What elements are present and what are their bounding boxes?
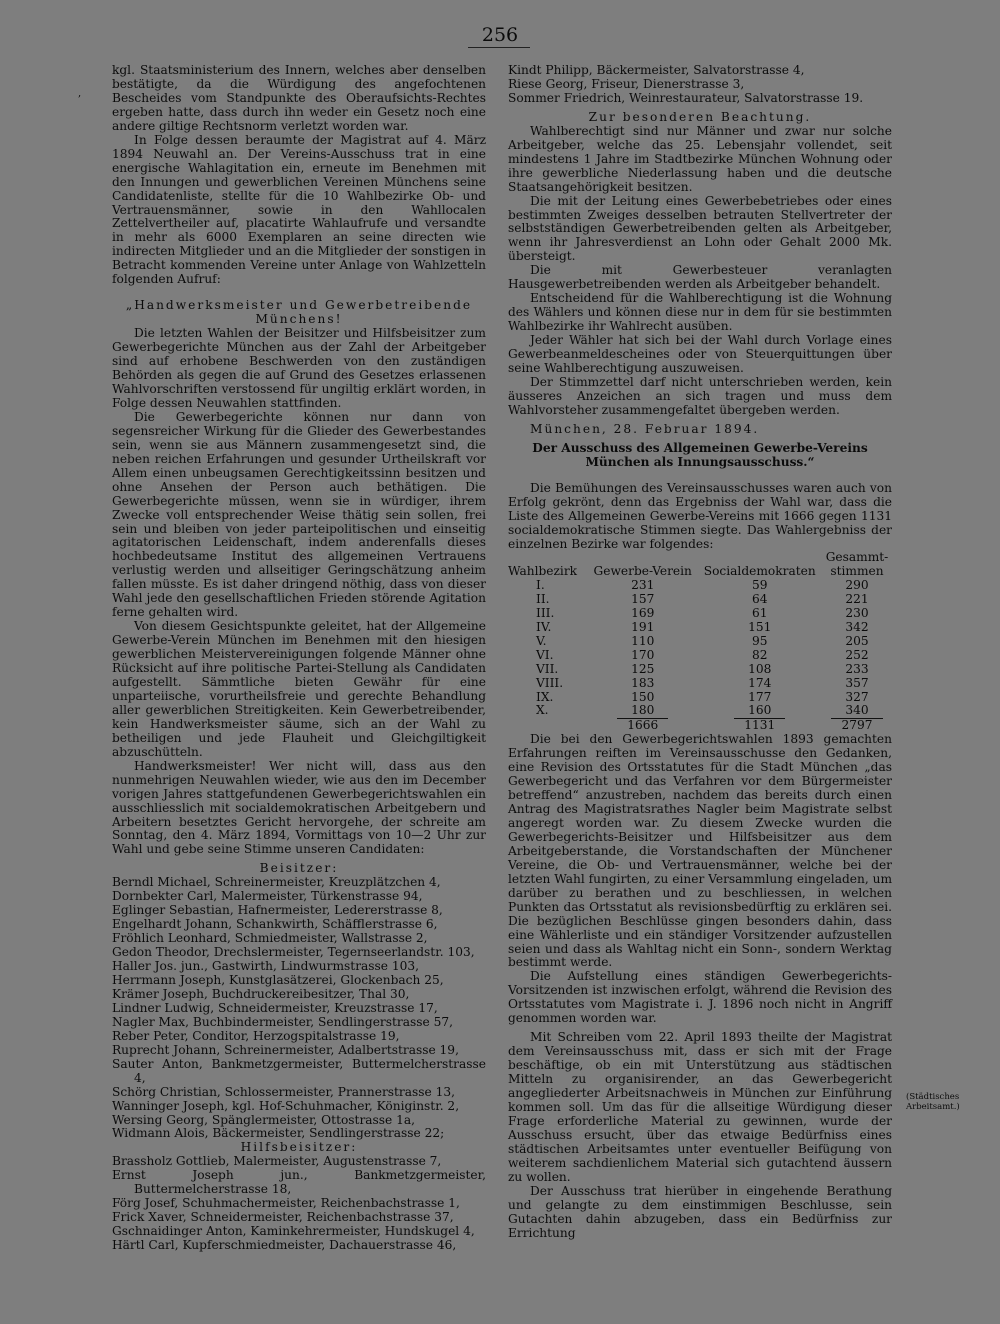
- election-results-table: [508, 551, 892, 733]
- paragraph: Die letzten Wahlen der Beisitzer und Hilfsbeisitzer zum Gewerbegerichte München aus der Zahl der Arbeitgeber sind auf erhobene Beschwerden von den zuständigen Behörden als gegen die auf Grund des Gesetzes erlassenen Wahlvorschriften verstossend für ungiltig erklärt worden, in Folge dessen Neuwahlen stattfinden.: [112, 326, 486, 410]
- paragraph: Der Ausschuss trat hierüber in eingehende Berathung und gelangte zu dem einstimmigen Beschlusse, sein Gutachten dahin abzugeben, dass ein Bedürfniss zur Errichtung: [508, 1183, 892, 1240]
- table-cell: 125: [631, 661, 655, 676]
- table-total-row: [508, 718, 892, 733]
- list-item: Brassholz Gottlieb, Malermeister, Augustenstrasse 7,: [112, 1154, 442, 1169]
- table-cell: 169: [631, 606, 655, 621]
- list-item: Ernst Joseph jun., Bankmetzgermeister, Buttermelcherstrasse 18,: [112, 1168, 486, 1197]
- paragraph: Wahlberechtigt sind nur Männer und zwar nur solche Arbeitgeber, welche das 25. Lebensjahr vollendet, seit mindestens 1 Jahre im Stadtbezirke München Wohnung oder ihre gewerbliche Niederlassung haben und die deutsche Staatsangehörigkeit besitzen.: [508, 123, 892, 194]
- table-cell: 170: [631, 647, 655, 662]
- table-cell: 342: [845, 619, 869, 634]
- table-cell: 151: [748, 619, 772, 634]
- page-number-rule: [468, 47, 530, 48]
- list-item: Gedon Theodor, Drechslermeister, Tegernseerlandstr. 103,: [112, 945, 475, 960]
- list-item: Haller Jos. jun., Gastwirth, Lindwurmstrasse 103,: [112, 959, 420, 974]
- list-item: Herrmann Joseph, Kunstglasätzerei, Glockenbach 25,: [112, 973, 444, 987]
- table-cell: 252: [845, 647, 869, 662]
- beisitzer-title: Beisitzer:: [259, 861, 339, 876]
- total-cell: 1131: [734, 718, 785, 733]
- list-item: Widmann Alois, Bäckermeister, Sendlingerstrasse 22;: [112, 1126, 445, 1141]
- list-item: Berndl Michael, Schreinermeister, Kreuzplätzchen 4,: [112, 875, 441, 890]
- appeal-title: „Handwerksmeister und Gewerbetreibende Münchens!: [125, 298, 473, 327]
- paragraph: Der Stimmzettel darf nicht unterschrieben werden, kein äusseres Anzeichen an sich tragen und muss dem Wahlvorsteher zusammengefaltet übergeben werden.: [508, 374, 892, 417]
- list-item: Riese Georg, Friseur, Dienerstrasse 3,: [508, 76, 745, 91]
- list-item: Nagler Max, Buchbindermeister, Sendlingerstrasse 57,: [112, 1014, 453, 1029]
- paragraph: Mit Schreiben vom 22. April 1893 theilte der Magistrat dem Vereinsausschuss mit, dass er sich mit der Frage beschäftige, ob ein mit Unterstützung aus städtischen Mitteln zu organisirender, an das Gewerbegericht angegliederter Arbeitsnachweis in München zur Einführung kommen soll. Um das für die allseitige Würdigung dieser Frage erforderliche Material zu gewinnen, wurde der Ausschuss ersucht, über das etwaige Bedürfniss eines städtischen Arbeitsamtes unter eventueller Beifügung von weiterem sachdienlichem Material sich gutachtend äussern zu wollen.: [508, 1030, 892, 1184]
- table-row: [508, 635, 892, 649]
- table-header-row: [508, 551, 892, 579]
- table-cell: 183: [631, 675, 655, 690]
- attention-title: Zur besonderen Beachtung.: [588, 109, 812, 124]
- table-row: [508, 704, 892, 718]
- list-item: Wersing Georg, Spänglermeister, Ottostrasse 1a,: [112, 1112, 416, 1127]
- paragraph: Die Aufstellung eines ständigen Gewerbegerichts-Vorsitzenden ist inzwischen erfolgt, während die Revision des Ortsstatutes vom Magistrate i. J. 1896 noch nicht in Angriff genommen worden war.: [508, 969, 892, 1026]
- table-cell: 340: [845, 703, 869, 718]
- hilfsbeisitzer-list: [112, 1155, 486, 1253]
- table-row: [508, 579, 892, 593]
- table-cell: 59: [751, 578, 768, 593]
- table-row: [508, 649, 892, 663]
- list-item: Ruprecht Johann, Schreinermeister, Adalbertstrasse 19,: [112, 1042, 459, 1057]
- table-cell: II.: [536, 592, 550, 607]
- list-item: Eglinger Sebastian, Hafnermeister, Ledererstrasse 8,: [112, 903, 443, 918]
- table-cell: III.: [536, 606, 555, 621]
- margin-mark: ,: [78, 88, 82, 99]
- table-cell: 157: [631, 592, 655, 607]
- table-cell: IV.: [536, 619, 552, 634]
- column-header: Gesammt-stimmen: [825, 550, 889, 579]
- table-row: [508, 663, 892, 677]
- table-cell: 205: [845, 633, 869, 648]
- table-cell: V.: [536, 633, 547, 648]
- paragraph: Die mit der Leitung eines Gewerbebetriebes oder eines bestimmten Zweiges desselben betrauten Stellvertreter der selbstständigen Gewerbetreibenden gelten als Arbeitgeber, wenn ihr Jahresverdienst an Lohn oder Gehalt 2000 Mk. übersteigt.: [508, 193, 892, 264]
- table-cell: 64: [751, 592, 768, 607]
- table-row: [508, 691, 892, 705]
- signature: Der Ausschuss des Allgemeinen Gewerbe-Vereins München als Innungsausschuss.“: [532, 440, 868, 469]
- paragraph: Jeder Wähler hat sich bei der Wahl durch Vorlage eines Gewerbeanmeldescheines oder von Steuerquittungen über seine Wahlberechtigung auszuweisen.: [508, 333, 892, 376]
- table-cell: 230: [845, 606, 869, 621]
- paragraph: In Folge dessen beraumte der Magistrat auf 4. März 1894 Neuwahl an. Der Vereins-Ausschuss trat in eine energische Wahlagitation ein, erneute im Benehmen mit den Innungen und gewerblichen Vereinen Münchens seine Candidatenliste, stellte für die 10 Wahlbezirke Ob- und Vertrauensmänner, sowie in den Wahllocalen Zettelvertheiler auf, placatirte Wahlaufrufe und versandte in mehr als 6000 Exemplaren an seine directen wie indirecten Mitglieder und an die Mitglieder der sonstigen in Betracht kommenden Vereine unter Anlage von Wahlzetteln folgenden Aufruf:: [112, 132, 486, 287]
- paragraph: Die Bemühungen des Vereinsausschusses waren auch von Erfolg gekrönt, denn das Ergebniss der Wahl war, dass die Liste des Allgemeinen Gewerbe-Vereins mit 1666 gegen 1131 socialdemokratische Stimmen siegte. Das Wahlergebniss der einzelnen Bezirke war folgendes:: [508, 480, 892, 551]
- list-item: Krämer Joseph, Buchdruckereibesitzer, Thal 30,: [112, 986, 410, 1001]
- list-item: Sommer Friedrich, Weinrestaurateur, Salvatorstrasse 19.: [508, 90, 864, 105]
- list-item: Reber Peter, Conditor, Herzogspitalstrasse 19,: [112, 1028, 400, 1043]
- table-row: [508, 593, 892, 607]
- table-cell: 61: [751, 606, 768, 621]
- table-cell: VI.: [536, 647, 554, 662]
- table-cell: VIII.: [536, 675, 564, 690]
- list-item: Engelhardt Johann, Schankwirth, Schäfflerstrasse 6,: [112, 917, 438, 932]
- dateline: München, 28. Februar 1894.: [530, 421, 760, 436]
- list-item: Wanninger Joseph, kgl. Hof-Schuhmacher, Königinstr. 2,: [112, 1098, 460, 1113]
- table-cell: 110: [631, 633, 655, 648]
- list-item: Frick Xaver, Schneidermeister, Reichenbachstrasse 37,: [112, 1210, 454, 1225]
- paragraph: Entscheidend für die Wahlberechtigung ist die Wohnung des Wählers und können diese nur in dem für sie bestimmten Wahlbezirke ihr Wahlrecht ausüben.: [508, 291, 892, 334]
- list-item: Kindt Philipp, Bäckermeister, Salvatorstrasse 4,: [508, 63, 805, 77]
- paragraph: Die bei den Gewerbegerichtswahlen 1893 gemachten Erfahrungen reiften im Vereinsausschusse den Gedanken, eine Revision des Ortsstatutes für die Stadt München „das Gewerbegericht und das Verfahren vor dem Bürgermeister betreffend“ anzustreben, nachdem das bereits durch einen Antrag des Magistratsrathes Nagler beim Magistrate selbst angeregt worden war. Zu diesem Zwecke wurden die Gewerbegerichts-Beisitzer und Hilfsbeisitzer aus dem Arbeitgeberstande, die Vorstandschaften der Münchener Vereine, die Ob- und Vertrauensmänner, welche bei der letzten Wahl fungirten, zu einer Versammlung eingeladen, um darüber zu berathen und zu beschliessen, in welchen Punkten das Ortsstatut als revisionsbedürftig zu erklären sei. Die bezüglichen Beschlüsse gingen besonders dahin, dass eine Wählerliste und ein ständiger Vorsitzender aufzustellen seien und dass als Wahltag nicht ein Sonn-, sondern Werktag bestimmt werde.: [508, 732, 892, 970]
- column-header: Socialdemokraten: [703, 564, 816, 579]
- table-cell: 290: [845, 578, 869, 593]
- hilfsbeisitzer-title: Hilfsbeisitzer:: [240, 1140, 358, 1155]
- total-cell: 1666: [617, 718, 668, 733]
- paragraph: Handwerksmeister! Wer nicht will, dass aus den nunmehrigen Neuwahlen wieder, wie aus den im December vorigen Jahres stattgefundenen Gewerbegerichtswahlen ein ausschliesslich mit socialdemokratischen Arbeitgebern und Arbeitern besetztes Gericht hervorgehe, der schreite am Sonntag, den 4. März 1894, Vormittags von 10—2 Uhr zur Wahl und gebe seine Stimme unseren Candidaten:: [112, 758, 486, 857]
- table-cell: X.: [536, 703, 549, 718]
- table-cell: 150: [631, 689, 655, 704]
- page-number: 256: [481, 24, 519, 46]
- beisitzer-list: [112, 876, 486, 1141]
- paragraph: Die mit Gewerbesteuer veranlagten Hausgewerbetreibenden werden als Arbeitgeber behandelt.: [508, 263, 892, 292]
- list-item: Dornbekter Carl, Malermeister, Türkenstrasse 94,: [112, 889, 423, 904]
- list-item: Schörg Christian, Schlossermeister, Prannerstrasse 13,: [112, 1084, 455, 1099]
- table-cell: 108: [748, 661, 772, 676]
- paragraph: Die Gewerbegerichte können nur dann von segensreicher Wirkung für die Glieder des Gewerbestandes sein, wenn sie aus Männern zusammengesetzt sind, die neben reichen Erfahrungen und gesunder Urtheilskraft vor Allem einen unbeugsamen Gerechtigkeitssinn besitzen und ohne Ansehen der Person auch bethätigen. Die Gewerbegerichte müssen, wenn sie in würdiger, ihrem Zwecke voll entsprechender Weise thätig sein sollen, frei sein und bleiben von jeder parteipolitischen und einseitig agitatorischen Leidenschaft, indem anderenfalls dieses hochbedeutsame Institut des allgemeinen Vertrauens verlustig werden und allseitiger Geringschätzung anheim fallen müsste. Es ist daher dringend nöthig, dass von dieser Wahl jede den gesellschaftlichen Frieden störende Agitation ferne gehalten wird.: [112, 409, 486, 620]
- list-item: Förg Josef, Schuhmachermeister, Reichenbachstrasse 1,: [112, 1196, 460, 1211]
- list-item: Sauter Anton, Bankmetzgermeister, Buttermelcherstrasse 4,: [112, 1056, 486, 1085]
- table-cell: 233: [845, 661, 869, 676]
- table-cell: 191: [631, 619, 655, 634]
- column-header: Gewerbe-Verein: [593, 564, 692, 579]
- list-item: Lindner Ludwig, Schneidermeister, Kreuzstrasse 17,: [112, 1000, 438, 1015]
- table-cell: 221: [845, 592, 869, 607]
- table-cell: 327: [845, 689, 869, 704]
- table-cell: 180: [631, 703, 655, 718]
- table-row: [508, 607, 892, 621]
- list-item: Gschnaidinger Anton, Kaminkehrermeister, Hundskugel 4,: [112, 1224, 475, 1239]
- table-cell: IX.: [536, 689, 554, 704]
- table-cell: VII.: [536, 661, 559, 676]
- margin-note: (Städtisches Arbeitsamt.): [906, 1092, 960, 1112]
- table-cell: 174: [748, 675, 772, 690]
- list-item: Fröhlich Leonhard, Schmiedmeister, Wallstrasse 2,: [112, 931, 428, 946]
- table-cell: 177: [748, 689, 772, 704]
- right-column: [508, 64, 892, 1241]
- table-cell: 357: [845, 675, 869, 690]
- table-cell: 82: [751, 647, 768, 662]
- left-column: [112, 64, 486, 1253]
- table-cell: I.: [536, 578, 545, 593]
- table-row: [508, 677, 892, 691]
- table-cell: 95: [751, 633, 768, 648]
- paragraph: Von diesem Gesichtspunkte geleitet, hat der Allgemeine Gewerbe-Verein München im Benehmen mit den hiesigen gewerblichen Meistervereinigungen folgende Männer ohne Rücksicht auf ihre politische Partei-Stellung als Candidaten aufgestellt. Sämmtliche bieten Gewähr für eine unparteiische, vorurtheilsfreie und gerechte Behandlung aller gewerblichen Streitigkeiten. Kein Gewerbetreibender, kein Handwerksmeister säume, sich an der Wahl zu betheiligen und jede Flauheit und Gleichgiltigkeit abzuschütteln.: [112, 619, 486, 759]
- paragraph: kgl. Staatsministerium des Innern, welches aber denselben bestätigte, da die Würdigung des angefochtenen Bescheides vom Standpunkte des Oberaufsichts-Rechtes ergeben hatte, dass durch ihn weder ein Gesetz noch eine andere giltige Rechtsnorm verletzt worden war.: [112, 63, 486, 133]
- total-cell: 2797: [831, 718, 882, 733]
- table-cell: 231: [631, 578, 655, 593]
- table-row: [508, 621, 892, 635]
- list-item: Härtl Carl, Kupferschmiedmeister, Dachauerstrasse 46,: [112, 1238, 457, 1253]
- column-header: Wahlbezirk: [508, 564, 578, 579]
- table-cell: 160: [748, 703, 772, 718]
